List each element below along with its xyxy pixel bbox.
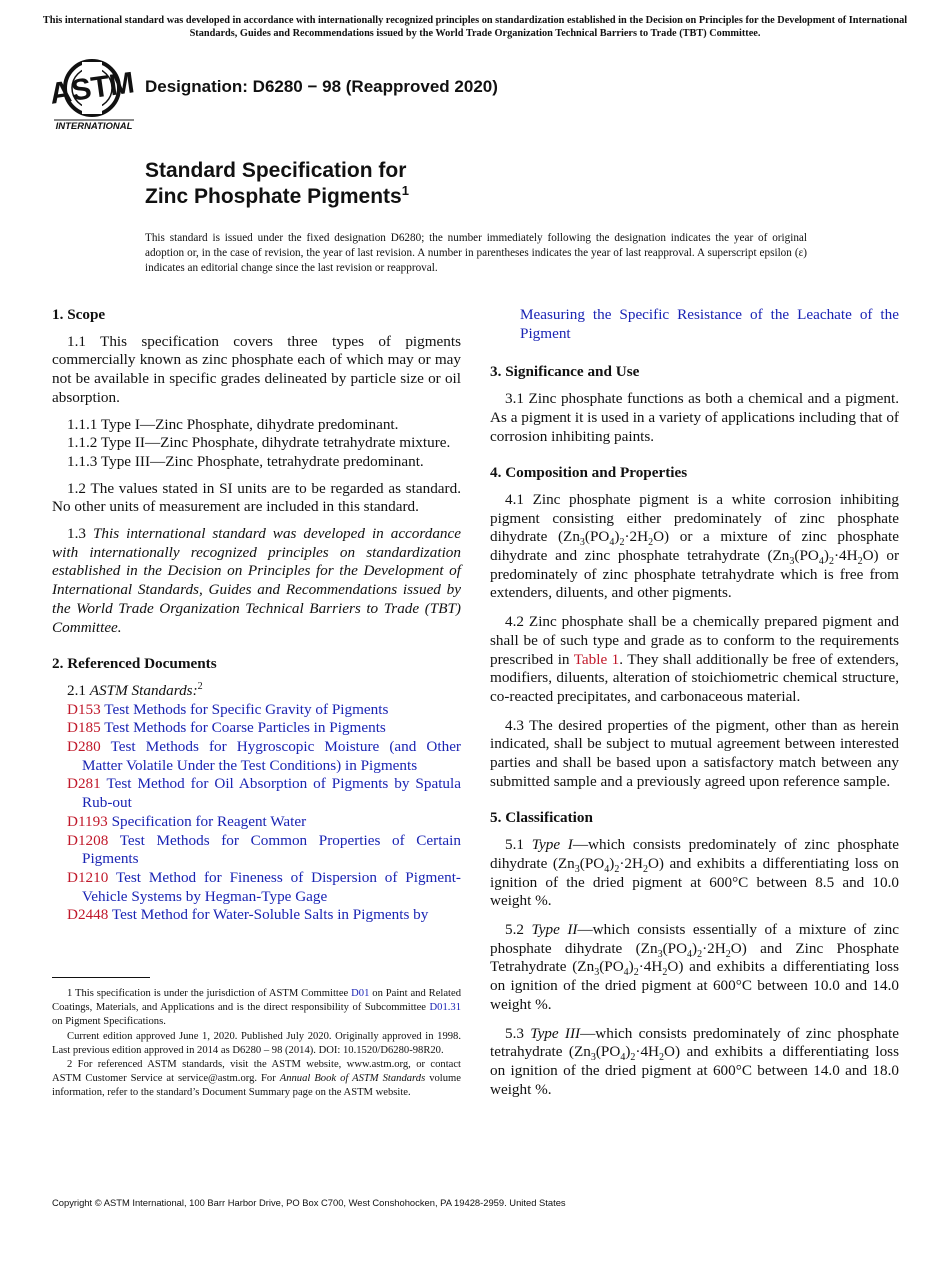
tbt-notice: This international standard was developed in accordance with internationally recognized principles on standardization established in the Decision on Principles for the Development of International Standards, Guides and Recommendations issued by the World Trade Organization Technical Barriers to Trade (TBT) Committee. xyxy=(42,15,908,39)
formula-tetrahydrate: $(Zn_3(PO_4)_2\cdot 4H_2O)$ xyxy=(767,547,879,568)
reference-title[interactable]: Test Methods for Coarse Particles in Pigments xyxy=(104,719,386,737)
para-4-2: 4.2 Zinc phosphate shall be a chemically prepared pigment and shall be of such type and grade as to conform to the requirements prescribed in Table 1. They shall additionally be free of extenders, modifiers, diluents, alteration of stoichiometric chemical structure, co-reacted precipitates, and carbonaceous material. xyxy=(490,613,899,705)
reference-item[interactable] xyxy=(52,906,461,925)
footnote-2: 2 For referenced ASTM standards, visit the ASTM website, www.astm.org, or contact ASTM Customer Service at service@astm.org. For Annual Book of ASTM Standards volume information, refer to the standard’s Document Summary page on the ASTM website. xyxy=(52,1059,461,1099)
logo-caption: INTERNATIONAL xyxy=(55,121,133,132)
reference-item[interactable] xyxy=(52,832,461,869)
astm-logo xyxy=(52,56,136,132)
para-1-1-3: 1.1.3 Type III—Zinc Phosphate, tetrahydrate predominant. xyxy=(67,452,424,470)
title-line-1: Standard Specification for xyxy=(145,159,407,182)
reference-code[interactable]: D1193 xyxy=(67,812,108,830)
reference-code[interactable]: D280 xyxy=(67,738,101,756)
reference-item[interactable] xyxy=(52,701,461,720)
para-1-3-text: This international standard was developed in accordance with internationally recognized principles on standardization established in the Decision on Principles for the Development of International Standards, Guides and Recommendations issued by the World Trade Organization Technical Barriers to Trade (TBT) Committee. xyxy=(52,525,462,636)
committee-link[interactable]: D01 xyxy=(351,988,370,999)
copyright-line: Copyright © ASTM International, 100 Barr Harbor Drive, PO Box C700, West Conshohocken, PA 19428-2959. United States xyxy=(52,1197,566,1208)
para-1-3 xyxy=(52,525,461,637)
designation: Designation: D6280 − 98 (Reapproved 2020) xyxy=(145,77,498,96)
para-4-1: 4.1 Zinc phosphate pigment is a white corrosion inhibiting pigment consisting either predominately of zinc phosphate dihydrate $(Zn_3(PO_4)_2\cdot 2H_2O)$ or a mixture of zinc phosphate dihydrate and zinc phosphate tetrahydrate $(Zn_3(PO_4)_2\cdot 4H_2O)$ or predominately of zinc phosphate tetrahydrate which is free from extenders, diluents, and other pigments. xyxy=(490,490,899,602)
section-2-heading: 2. Referenced Documents xyxy=(52,655,217,673)
formula-dihydrate: $(Zn_3(PO_4)_2\cdot 2H_2O)$ xyxy=(557,528,670,549)
para-5-3: 5.3 Type III—which consists predominately of zinc phosphate tetrahydrate $(Zn_3(PO_4)_2\cdot 4H_2O)$ and exhibits a differentiating loss on ignition of the dried pigment at 600°C between 14.0 and 18.0 weight %. xyxy=(490,1024,900,1098)
reference-title[interactable]: Test Methods for Hygroscopic Moisture (and Other Matter Volatile Under the Test Conditions) in Pigments xyxy=(82,738,461,774)
reference-title[interactable]: Test Method for Oil Absorption of Pigments by Spatula Rub-out xyxy=(82,775,461,812)
left-column xyxy=(52,306,461,925)
para-2-1-text: ASTM Standards: xyxy=(89,681,198,699)
reference-code[interactable]: D2448 xyxy=(67,906,109,924)
astm-logo-icon xyxy=(52,56,136,132)
reference-code[interactable]: D185 xyxy=(67,719,101,737)
title-footnote-mark: 1 xyxy=(401,183,409,198)
reference-item[interactable] xyxy=(52,813,461,832)
table-1-link[interactable]: Table 1 xyxy=(573,650,620,668)
reference-list xyxy=(52,701,461,925)
reference-item[interactable] xyxy=(52,719,461,738)
para-2-1 xyxy=(52,682,461,701)
para-1-1-2: 1.1.2 Type II—Zinc Phosphate, dihydrate tetrahydrate mixture. xyxy=(67,434,451,452)
reference-code[interactable]: D281 xyxy=(67,775,101,793)
reference-code[interactable]: D1208 xyxy=(67,831,109,849)
reference-title[interactable]: Test Methods for Common Properties of Certain Pigments xyxy=(82,831,461,868)
para-5-2: 5.2 Type II—which consists essentially of a mixture of zinc phosphate dihydrate $(Zn_3(PO_4)_2\cdot 2H_2O)$ and Zinc Phosphate Tetrahydrate $(Zn_3(PO_4)_2\cdot 4H_2O)$ and exhibits a differentiating loss on ignition of the dried pigment at 600°C between 10.0 and 14.0 weight %. xyxy=(490,920,900,1013)
section-4-heading: 4. Composition and Properties xyxy=(490,464,688,482)
reference-code[interactable]: D1210 xyxy=(67,868,109,886)
footnote-1: 1 This specification is under the jurisdiction of ASTM Committee D01 on Paint and Related Coatings, Materials, and Applications and is the direct responsibility of Subcommittee D01.31 on Pigment Specifications. xyxy=(52,988,461,1028)
para-1-2: 1.2 The values stated in SI units are to be regarded as standard. No other units of measurement are included in this standard. xyxy=(52,479,461,516)
reference-item[interactable] xyxy=(52,738,461,775)
footnotes xyxy=(52,987,461,1101)
para-2-1-footnote-mark: 2 xyxy=(197,680,203,692)
para-1-1-1: 1.1.1 Type I—Zinc Phosphate, dihydrate predominant. xyxy=(67,415,399,433)
formula-dihydrate: $(Zn_3(PO_4)_2\cdot 2H_2O)$ xyxy=(552,854,664,875)
reference-code[interactable]: D153 xyxy=(67,700,101,718)
right-column xyxy=(490,306,899,1107)
reference-title[interactable]: Test Methods for Specific Gravity of Pigments xyxy=(104,700,389,718)
logo-letters: ASTM xyxy=(52,66,136,111)
para-2-1-number: 2.1 xyxy=(67,681,86,699)
reference-item[interactable] xyxy=(52,869,461,906)
subcommittee-link[interactable]: D01.31 xyxy=(429,1002,461,1014)
reference-title[interactable]: Specification for Reagent Water xyxy=(111,812,307,830)
title-line-2: Zinc Phosphate Pigments xyxy=(145,185,402,208)
para-1-1: 1.1 This specification covers three types of pigments commercially known as zinc phosphate each of which may or may not be available in specific grades delineated by particle size or oil absorption. xyxy=(52,332,461,406)
formula-tetrahydrate: $(Zn_3(PO_4)_2\cdot 4H_2O)$ xyxy=(568,1043,681,1064)
formula-tetrahydrate: $(Zn_3(PO_4)_2\cdot 4H_2O)$ xyxy=(572,958,684,979)
footnote-divider xyxy=(52,977,150,978)
section-3-heading: 3. Significance and Use xyxy=(490,363,640,381)
reference-item[interactable] xyxy=(52,775,461,812)
para-4-3: 4.3 The desired properties of the pigment, other than as herein indicated, shall be subject to mutual agreement between interested parties and shall be based upon a satisfactory match between any submitted sample and a previously agreed upon reference sample. xyxy=(490,716,899,790)
reference-title[interactable]: Test Method for Fineness of Dispersion of Pigment-Vehicle Systems by Hegman-Type Gage xyxy=(82,868,461,905)
reference-continued[interactable]: Measuring the Specific Resistance of the Leachate of the Pigment xyxy=(520,306,899,342)
para-5-1: 5.1 Type I—which consists predominately of zinc phosphate dihydrate $(Zn_3(PO_4)_2\cdot 2H_2O)$ and exhibits a differentiating loss on ignition of the dried pigment at 600°C between 8.5 and 10.0 weight %. xyxy=(490,836,899,910)
footnote-1-edition: Current edition approved June 1, 2020. Published July 2020. Originally approved in 1998. Last previous edition approved in 2014 as D6280 – 98 (2014). DOI: 10.1520/D6280-98R20. xyxy=(52,1030,461,1056)
formula-dihydrate: $(Zn_3(PO_4)_2\cdot 2H_2O)$ xyxy=(635,939,747,960)
section-5-heading: 5. Classification xyxy=(490,809,593,827)
reference-title[interactable]: Test Method for Water-Soluble Salts in Pigments by xyxy=(111,906,429,924)
document-title xyxy=(145,158,409,210)
para-3-1: 3.1 Zinc phosphate functions as both a chemical and a pigment. As a pigment it is used in a variety of applications including that of corrosion inhibiting paints. xyxy=(490,390,899,445)
section-1-heading: 1. Scope xyxy=(52,306,106,323)
issuance-note: This standard is issued under the fixed designation D6280; the number immediately following the designation indicates the year of original adoption or, in the case of revision, the year of last revision. A number in parentheses indicates the year of last reapproval. A superscript epsilon (ε) indicates an editorial change since the last revision or reapproval. xyxy=(145,232,807,274)
para-1-3-number: 1.3 xyxy=(67,525,86,543)
